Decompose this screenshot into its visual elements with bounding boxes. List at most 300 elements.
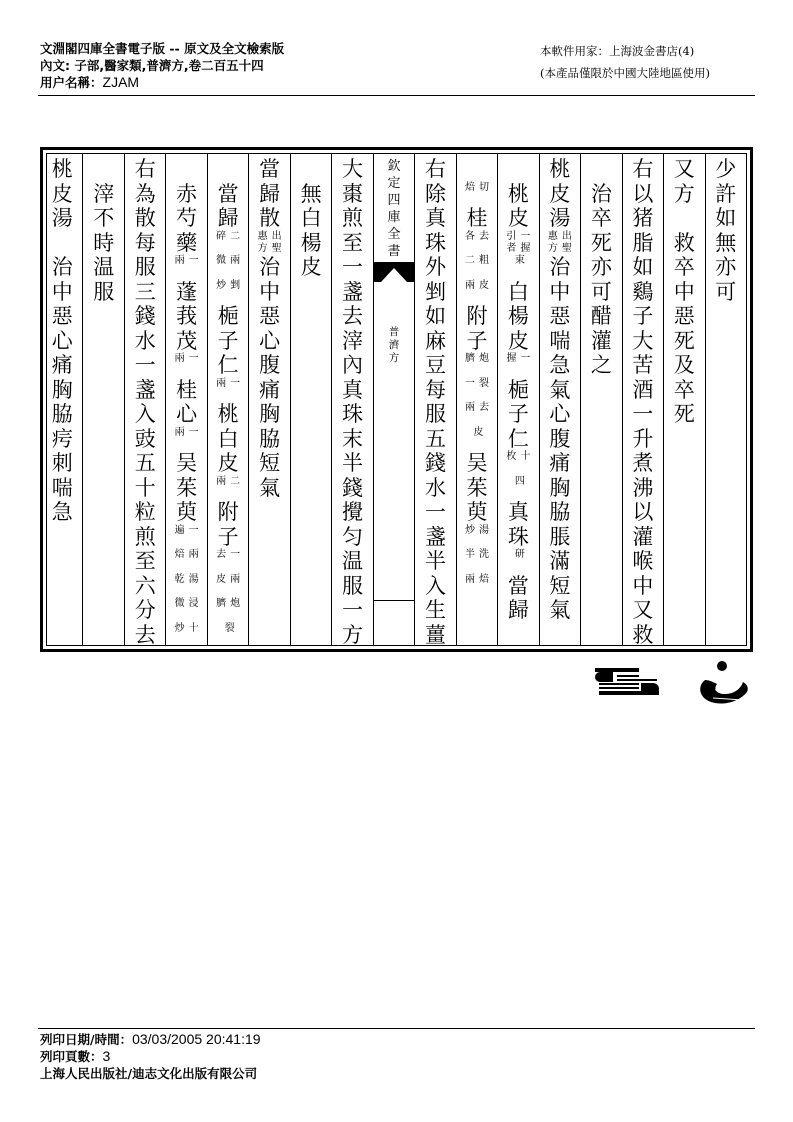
region-note: (本產品僅限於中國大陸地區使用) (540, 66, 710, 80)
glyph: 歸 (217, 206, 239, 230)
header-divider (38, 95, 755, 96)
glyph: 喉 (632, 549, 654, 573)
publisher-logos (595, 660, 755, 710)
annotation-note: 去 各 (464, 230, 489, 242)
glyph: 胸 (259, 402, 281, 426)
glyph: 分 (134, 598, 156, 622)
pages-line (40, 1048, 261, 1065)
vertical-text (457, 154, 497, 598)
glyph: 惡 (673, 304, 695, 328)
product-title: 文淵閣四庫全書電子版 -- 原文及全文檢索版 (40, 41, 285, 56)
glyph: 許 (715, 181, 737, 206)
glyph: 治 (51, 255, 73, 279)
glyph: 煎 (134, 524, 156, 549)
glyph (505, 157, 531, 182)
page-frame (40, 147, 753, 652)
text-column (497, 154, 538, 645)
glyph: 水 (134, 328, 156, 353)
annotation-note: 焙 兩 (464, 573, 489, 585)
glyph: 湯 (549, 206, 571, 230)
glyph: 麻 (424, 328, 446, 353)
glyph: 攪 (342, 500, 364, 524)
books-logo-icon (595, 668, 661, 698)
glyph: 子 (217, 524, 239, 549)
annotation-note: 四 (514, 475, 525, 487)
vertical-text (664, 154, 704, 427)
glyph: 五 (134, 451, 156, 475)
glyph: 無 (300, 181, 322, 206)
glyph: 桃 (549, 157, 571, 181)
glyph: 時 (93, 230, 115, 255)
glyph: 歸 (507, 598, 529, 622)
annotation-note: 兩 焙 (174, 549, 199, 560)
glyph: 錢 (342, 475, 364, 500)
glyph: 腹 (549, 426, 571, 451)
center-title-column (373, 154, 414, 645)
glyph (464, 157, 490, 182)
glyph: 中 (673, 279, 695, 304)
page-frame-inner (46, 153, 747, 646)
glyph: 胸 (549, 475, 571, 500)
glyph: 內 (342, 353, 364, 377)
content-breadcrumb: 內文: 子部,醫家類,普濟方,卷二百五十四 (40, 58, 264, 73)
glyph: 卒 (673, 255, 695, 279)
glyph: 痛 (259, 377, 281, 402)
glyph: 中 (259, 279, 281, 304)
glyph: 升 (632, 426, 654, 451)
glyph: 脹 (549, 524, 571, 549)
glyph: 如 (715, 206, 737, 230)
glyph: 散 (259, 206, 281, 230)
glyph: 薑 (424, 622, 446, 647)
glyph: 如 (424, 304, 446, 328)
annotation-note: 出 聖 惠 方 (257, 230, 282, 254)
glyph: 煮 (632, 451, 654, 475)
glyph: 子 (507, 402, 529, 426)
center-title: 欽 定 四 庫 全 書 (387, 159, 401, 259)
annotation-note: 二 碎 (216, 230, 241, 242)
glyph: 入 (134, 402, 156, 426)
annotation-note: 一 兩 (174, 353, 199, 364)
glyph: 珠 (424, 230, 446, 255)
glyph: 服 (424, 402, 446, 426)
glyph: 莪 (176, 304, 198, 328)
glyph: 灌 (590, 328, 612, 353)
glyph: 又 (632, 598, 654, 622)
footer (40, 1031, 261, 1082)
glyph: 惡 (259, 304, 281, 328)
glyph: 皮 (217, 451, 239, 475)
seal-logo-icon (691, 660, 753, 708)
annotation-note: 剉 炒 (216, 279, 241, 291)
glyph: 死 (673, 328, 695, 353)
glyph: 外 (424, 255, 446, 279)
glyph: 半 (342, 451, 364, 475)
annotation-note: 裂 一 (464, 377, 489, 389)
text-column (622, 154, 663, 645)
glyph: 刺 (51, 451, 73, 475)
header-left (40, 40, 284, 91)
glyph: 之 (590, 353, 612, 377)
glyph: 每 (134, 230, 156, 255)
annotation-note: 一 兩 (174, 426, 199, 438)
glyph: 皮 (507, 206, 529, 230)
glyph: 中 (549, 279, 571, 304)
glyph (91, 157, 117, 182)
glyph: 真 (424, 206, 446, 230)
text-column (124, 154, 165, 645)
glyph: 急 (549, 353, 571, 377)
glyph: 仁 (507, 426, 529, 451)
glyph: 入 (424, 573, 446, 598)
glyph: 梔 (217, 304, 239, 328)
glyph: 氣 (549, 598, 571, 622)
glyph: 一 (134, 353, 156, 377)
glyph: 鷄 (632, 279, 654, 304)
annotation-note: 切 焙 (464, 181, 489, 193)
glyph: 子 (632, 304, 654, 328)
glyph: 又 (673, 157, 695, 181)
user-label: 用户名稱： (40, 75, 103, 90)
glyph: 梔 (507, 377, 529, 402)
fishtail-marker-icon (374, 262, 414, 282)
glyph: 救 (673, 230, 695, 255)
vertical-text (125, 154, 165, 647)
text-column (82, 154, 123, 645)
print-time-label: 列印日期/時間： (40, 1032, 133, 1047)
glyph: 匀 (342, 524, 364, 549)
header-right (540, 40, 710, 84)
vertical-text (581, 154, 621, 378)
glyph: 治 (549, 255, 571, 279)
glyph: 茱 (466, 475, 488, 500)
glyph: 半 (424, 549, 446, 573)
text-column (414, 154, 455, 645)
glyph: 茱 (176, 475, 198, 500)
annotation-note: 炮 臍 (464, 353, 489, 364)
glyph: 救 (632, 622, 654, 647)
glyph: 桂 (466, 206, 488, 230)
glyph: 短 (259, 451, 281, 475)
glyph: 散 (134, 206, 156, 230)
glyph: 心 (549, 402, 571, 426)
text-column (248, 154, 289, 645)
vertical-text (540, 154, 580, 623)
glyph (588, 157, 614, 182)
glyph: 酒 (632, 377, 654, 402)
user-line (40, 74, 284, 91)
glyph: 脂 (632, 230, 654, 255)
glyph: 温 (93, 255, 115, 279)
user-value: ZJAM (102, 74, 140, 90)
glyph: 每 (424, 377, 446, 402)
glyph: 珠 (342, 402, 364, 426)
glyph: 大 (632, 328, 654, 353)
glyph (174, 157, 200, 182)
glyph: 藥 (176, 230, 198, 255)
glyph: 三 (134, 279, 156, 304)
glyph: 桃 (51, 157, 73, 181)
glyph: 吴 (466, 451, 488, 475)
vertical-text (249, 154, 289, 500)
glyph: 沸 (632, 475, 654, 500)
vertical-text (706, 154, 746, 304)
glyph: 水 (424, 475, 446, 500)
annotation-note: 皮 (473, 426, 484, 438)
glyph: 白 (507, 279, 529, 304)
glyph: 皮 (549, 181, 571, 206)
glyph: 無 (715, 230, 737, 255)
glyph: 子 (466, 328, 488, 353)
glyph: 楊 (507, 304, 529, 328)
glyph: 亦 (590, 255, 612, 279)
annotation-note: 十 炒 (174, 622, 199, 634)
glyph: 治 (590, 181, 612, 206)
vertical-text (208, 154, 248, 647)
glyph: 方 (673, 181, 695, 206)
glyph: 滿 (549, 549, 571, 573)
glyph: 附 (466, 304, 488, 328)
annotation-note: 湯 乾 (174, 573, 199, 585)
glyph: 盞 (342, 279, 364, 304)
glyph: 芍 (176, 206, 198, 230)
glyph: 死 (590, 230, 612, 255)
glyph: 皮 (300, 255, 322, 279)
text-column (580, 154, 621, 645)
glyph: 一 (632, 402, 654, 426)
glyph: 可 (715, 279, 737, 304)
glyph: 一 (342, 598, 364, 622)
annotation-note: 一 握 (506, 353, 531, 364)
annotation-note: 一 兩 (174, 255, 199, 266)
annotation-note: 皮 兩 (464, 279, 489, 291)
glyph: 桃 (217, 402, 239, 426)
vertical-text (374, 154, 414, 365)
glyph: 萸 (466, 500, 488, 524)
annotation-note: 出 聖 惠 方 (547, 230, 572, 254)
glyph: 一 (424, 500, 446, 524)
glyph: 卒 (590, 206, 612, 230)
glyph: 豆 (424, 353, 446, 377)
glyph: 服 (93, 279, 115, 304)
annotation-note: 一 遍 (174, 524, 199, 536)
annotation-note: 一 握 引 者 (506, 230, 531, 254)
licensee: 本軟件用家：上海波金書店(4) (540, 44, 695, 58)
glyph: 惡 (51, 304, 73, 328)
vertical-text (166, 154, 206, 647)
vertical-text (415, 154, 455, 647)
glyph: 少 (715, 157, 737, 181)
glyph: 仁 (217, 353, 239, 377)
glyph: 子 (217, 328, 239, 353)
glyph: 腹 (259, 353, 281, 377)
glyph: 中 (632, 573, 654, 598)
glyph: 胸 (51, 377, 73, 402)
glyph: 盞 (424, 524, 446, 549)
glyph: 十 (134, 475, 156, 500)
glyph: 喘 (549, 328, 571, 353)
glyph: 除 (424, 181, 446, 206)
glyph: 脇 (51, 402, 73, 426)
glyph: 去 (342, 304, 364, 328)
glyph: 一 (342, 255, 364, 279)
glyph: 錢 (134, 304, 156, 328)
annotation-note: 兩 微 (216, 255, 241, 266)
glyph: 氣 (259, 475, 281, 500)
footer-divider (38, 1028, 755, 1029)
text-column (165, 154, 206, 645)
glyph: 桃 (507, 181, 529, 206)
glyph: 煎 (342, 206, 364, 230)
glyph (49, 231, 75, 256)
glyph: 去 (134, 622, 156, 647)
text-column (207, 154, 248, 645)
glyph: 痛 (51, 353, 73, 377)
annotation-note: 洗 半 (464, 549, 489, 560)
glyph: 以 (632, 500, 654, 524)
glyph: 吴 (176, 451, 198, 475)
annotation-note: 粗 二 (464, 255, 489, 266)
text-column (41, 154, 82, 645)
center-divider (374, 600, 414, 601)
glyph: 錢 (424, 451, 446, 475)
glyph: 萸 (176, 500, 198, 524)
glyph (671, 206, 697, 231)
glyph: 及 (673, 353, 695, 377)
glyph: 短 (549, 573, 571, 598)
glyph: 急 (51, 500, 73, 524)
glyph: 歸 (259, 181, 281, 206)
vertical-text (332, 154, 372, 647)
glyph: 粒 (134, 500, 156, 524)
text-column (331, 154, 372, 645)
vertical-text (623, 154, 663, 647)
pages-value: 3 (102, 1048, 111, 1064)
glyph: 猪 (632, 206, 654, 230)
glyph: 亦 (715, 255, 737, 279)
glyph: 湯 (51, 206, 73, 230)
book-name: 普 濟 方 (388, 326, 400, 364)
vertical-text (83, 154, 123, 304)
glyph (215, 157, 241, 182)
glyph: 真 (342, 377, 364, 402)
text-column (705, 154, 746, 645)
annotation-note: 束 (514, 255, 525, 266)
text-column (290, 154, 331, 645)
print-time-value: 03/03/2005 20:41:19 (132, 1031, 261, 1047)
glyph: 醋 (590, 304, 612, 328)
annotation-note: 炮 臍 (216, 598, 241, 609)
glyph: 當 (507, 573, 529, 598)
glyph: 盞 (134, 377, 156, 402)
annotation-note: 十 枚 (506, 451, 531, 462)
glyph: 至 (342, 230, 364, 255)
glyph: 服 (342, 573, 364, 598)
glyph: 中 (51, 279, 73, 304)
glyph: 珠 (507, 524, 529, 549)
glyph: 白 (300, 206, 322, 230)
annotation-note: 研 (514, 549, 525, 560)
glyph: 右 (632, 157, 654, 181)
text-column (456, 154, 497, 645)
glyph: 楊 (300, 230, 322, 255)
glyph: 滓 (342, 328, 364, 353)
glyph: 皮 (51, 181, 73, 206)
annotation-note: 裂 (224, 622, 235, 634)
glyph: 剉 (424, 279, 446, 304)
glyph: 白 (217, 426, 239, 451)
annotation-note: 浸 微 (174, 598, 199, 609)
glyph: 疞 (51, 426, 73, 451)
glyph: 附 (217, 500, 239, 524)
glyph: 滓 (93, 181, 115, 206)
glyph: 脇 (259, 426, 281, 451)
glyph: 大 (342, 157, 364, 181)
glyph: 死 (673, 402, 695, 426)
glyph: 桂 (176, 377, 198, 402)
glyph: 不 (93, 206, 115, 230)
glyph: 脇 (549, 500, 571, 524)
glyph: 為 (134, 181, 156, 206)
glyph (298, 157, 324, 182)
glyph: 温 (342, 549, 364, 573)
glyph: 皮 (507, 328, 529, 353)
annotation-note: 去 兩 (464, 402, 489, 413)
text-column (539, 154, 580, 645)
glyph: 喘 (51, 475, 73, 500)
glyph: 痛 (549, 451, 571, 475)
annotation-note: 湯 炒 (464, 524, 489, 536)
glyph: 以 (632, 181, 654, 206)
glyph: 灌 (632, 524, 654, 549)
glyph: 蓬 (176, 279, 198, 304)
glyph: 赤 (176, 181, 198, 206)
glyph: 惡 (549, 304, 571, 328)
glyph: 豉 (134, 426, 156, 451)
vertical-text (498, 154, 538, 623)
glyph: 生 (424, 598, 446, 622)
annotation-note: 一 兩 (216, 377, 241, 389)
glyph: 苦 (632, 353, 654, 377)
glyph: 可 (590, 279, 612, 304)
glyph: 如 (632, 255, 654, 279)
glyph: 心 (259, 328, 281, 353)
annotation-note: 一 去 (216, 549, 241, 560)
glyph: 六 (134, 573, 156, 598)
annotation-note: 二 兩 (216, 475, 241, 487)
glyph: 心 (51, 328, 73, 353)
glyph: 方 (342, 622, 364, 647)
glyph: 至 (134, 549, 156, 573)
glyph: 當 (217, 181, 239, 206)
text-column (663, 154, 704, 645)
glyph: 真 (507, 500, 529, 524)
glyph: 右 (134, 157, 156, 181)
glyph: 末 (342, 426, 364, 451)
glyph: 治 (259, 255, 281, 279)
glyph: 心 (176, 402, 198, 426)
glyph: 當 (259, 157, 281, 181)
pages-label: 列印頁數： (40, 1049, 103, 1064)
glyph: 服 (134, 255, 156, 279)
glyph: 茂 (176, 328, 198, 353)
glyph: 卒 (673, 377, 695, 402)
vertical-text (42, 154, 82, 525)
glyph: 棗 (342, 181, 364, 206)
vertical-text (291, 154, 331, 280)
print-time-line (40, 1031, 261, 1048)
publisher-line: 上海人民出版社/迪志文化出版有限公司 (40, 1066, 258, 1081)
